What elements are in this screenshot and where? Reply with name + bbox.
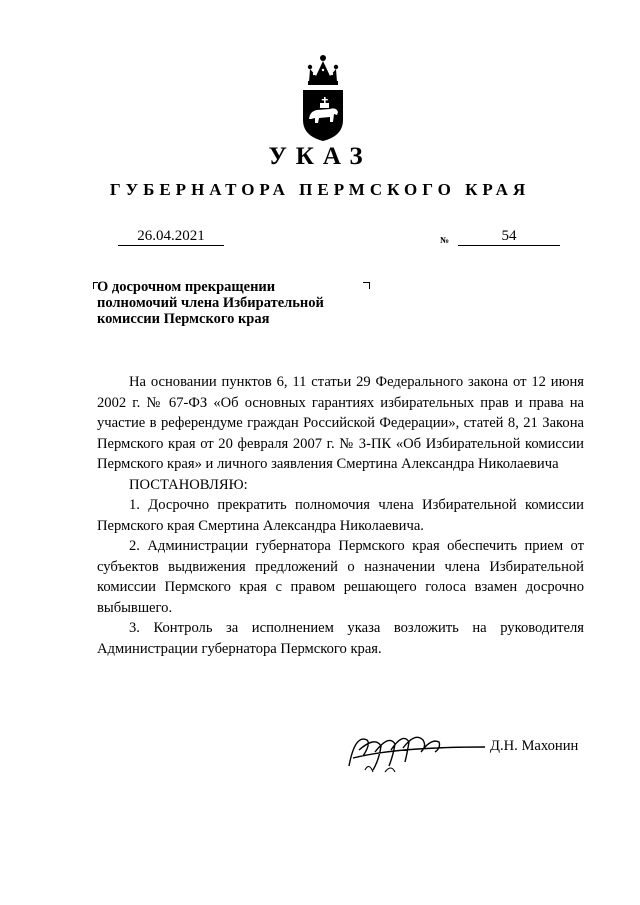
preamble-paragraph: На основании пунктов 6, 11 статьи 29 Федерального закона от 12 июня 2002 г. № 67-ФЗ «Об основных гарантиях избирательных прав и права на участие в референдуме граждан Российской Федерации», статей 8, 21 Закона Пермского края от 20 февраля 2007 г. № 3-ПК «Об Избирательной комиссии Пермского края» и личного заявления Смертина Александра Николаевича bbox=[97, 374, 584, 472]
decree-word: ПОСТАНОВЛЯЮ: bbox=[129, 476, 248, 493]
document-title: УКАЗ bbox=[268, 143, 372, 170]
decree-date: 26.04.2021 bbox=[118, 228, 224, 246]
perm-krai-coat-of-arms-icon bbox=[300, 52, 346, 142]
decree-body bbox=[97, 372, 584, 659]
decree-subject bbox=[97, 279, 357, 327]
handwritten-signature-icon bbox=[345, 726, 487, 776]
decree-item: 1. Досрочно прекратить полномочия члена Избирательной комиссии Пермского края Смертина Александра Николаевича. bbox=[97, 497, 584, 534]
subject-corner-right bbox=[363, 282, 370, 289]
decree-item: 2. Администрации губернатора Пермского края обеспечить прием от субъектов выдвижения предложений о назначении члена Избирательной комиссии Пермского края с правом решающего голоса взамен досрочно выбывшего. bbox=[97, 538, 584, 616]
subject-line: О досрочном прекращении bbox=[97, 279, 276, 295]
signer-name: Д.Н. Махонин bbox=[490, 738, 579, 754]
decree-item: 3. Контроль за исполнением указа возложить на руководителя Администрации губернатора Пермского края. bbox=[97, 620, 584, 657]
document-subtitle: ГУБЕРНАТОРА ПЕРМСКОГО КРАЯ bbox=[109, 180, 531, 199]
subject-line: полномочий члена Избирательной bbox=[97, 295, 324, 311]
decree-number: 54 bbox=[458, 228, 560, 246]
subject-line: комиссии Пермского края bbox=[97, 311, 270, 327]
number-label: № bbox=[440, 235, 450, 245]
